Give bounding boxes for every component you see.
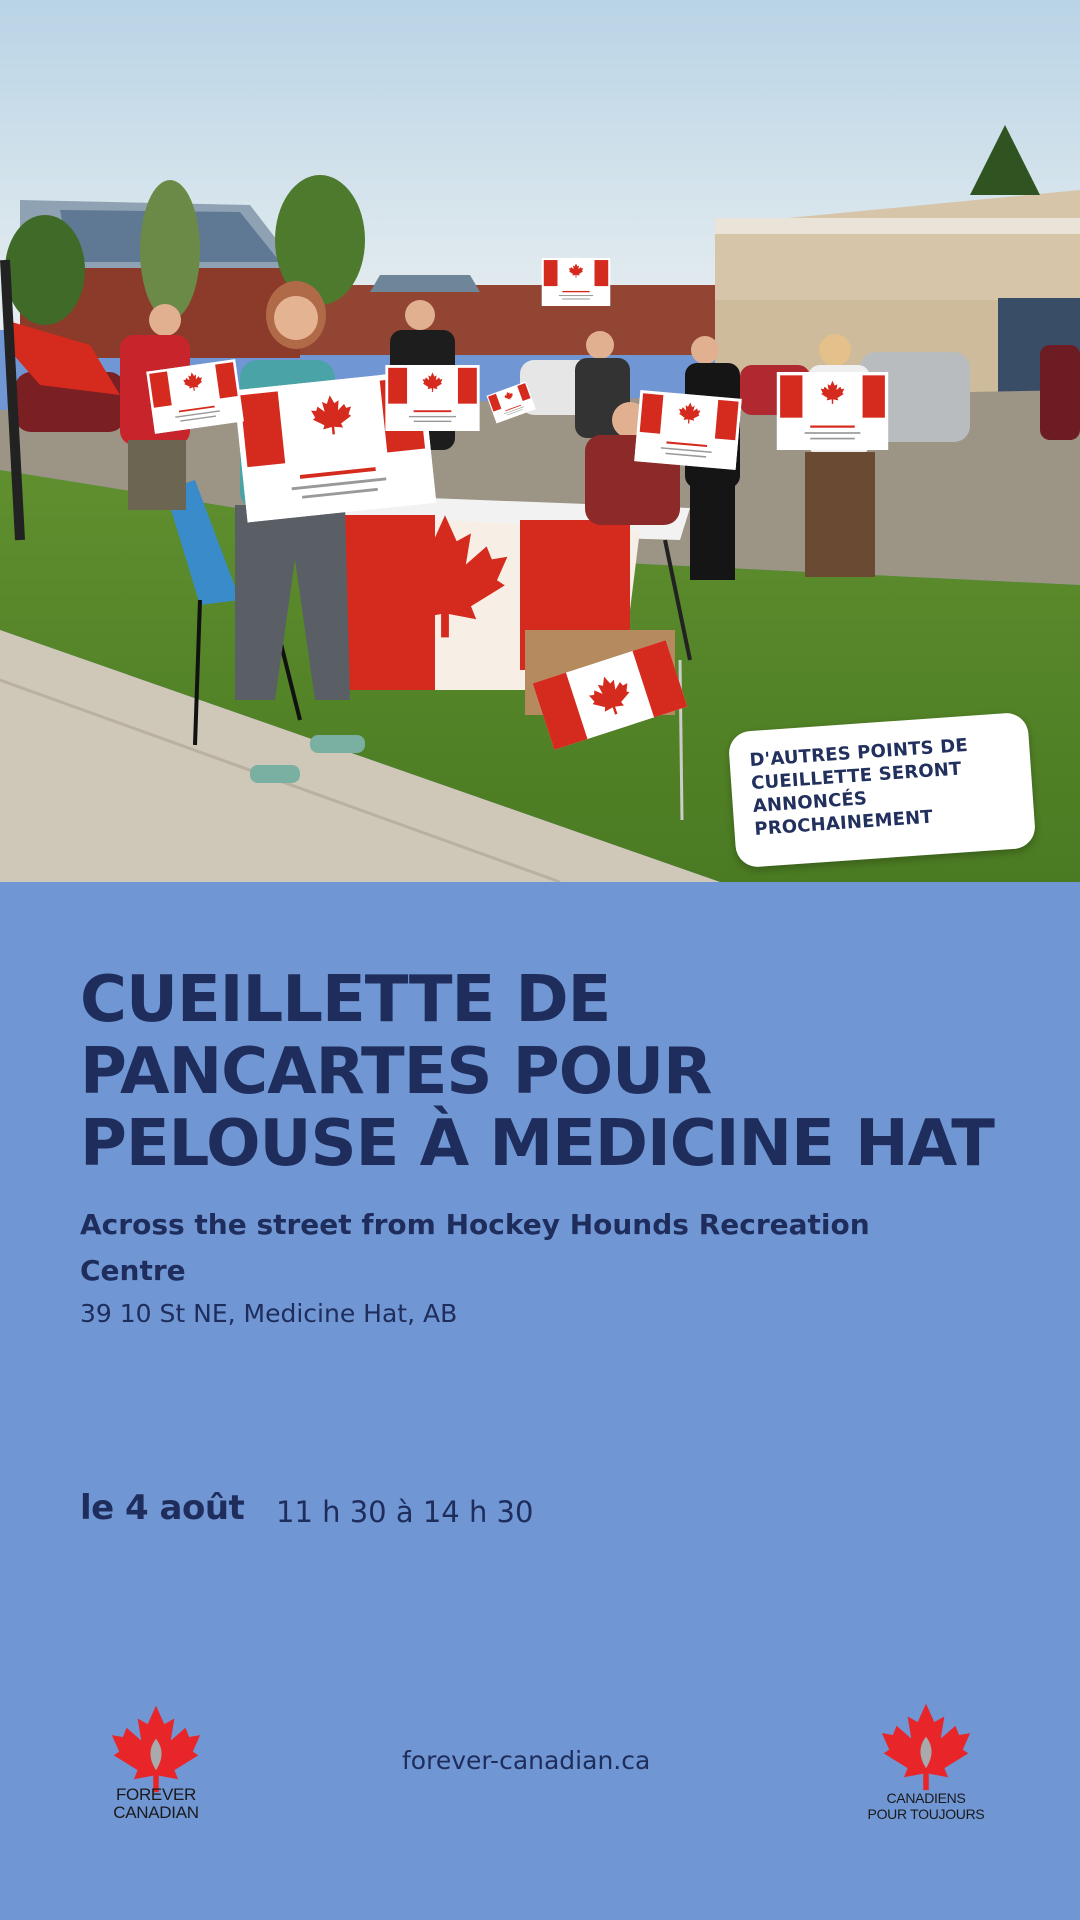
event-title-line-1: CUEILLETTE DE (80, 963, 611, 1037)
announcement-callout (728, 712, 1037, 869)
maple-leaf-icon (880, 1700, 972, 1792)
event-title-line-2: PANCARTES POUR (80, 1035, 712, 1109)
event-info-panel (0, 882, 1080, 1920)
forever-canadian-logo (86, 1702, 226, 1842)
event-time: 11 h 30 à 14 h 30 (276, 1495, 534, 1529)
event-title-line-3: PELOUSE À MEDICINE HAT (80, 1107, 994, 1181)
canadiens-pour-toujours-logo (856, 1700, 996, 1840)
event-photo (0, 0, 1080, 882)
forever-canadian-logo-text: FOREVER CANADIAN (113, 1785, 199, 1822)
website-link[interactable]: forever-canadian.ca (402, 1746, 651, 1775)
event-date: le 4 août (80, 1488, 245, 1528)
maple-leaf-icon (110, 1702, 202, 1794)
event-address: 39 10 St NE, Medicine Hat, AB (80, 1299, 458, 1328)
event-venue: Across the street from Hockey Hounds Recreation Centre (80, 1208, 870, 1287)
event-title (80, 964, 1020, 1180)
announcement-text: D'AUTRES POINTS DE CUEILLETTE SERONT ANNONCÉS PROCHAINEMENT (748, 734, 969, 840)
canadiens-pour-toujours-logo-text: CANADIENS POUR TOUJOURS (867, 1790, 985, 1822)
